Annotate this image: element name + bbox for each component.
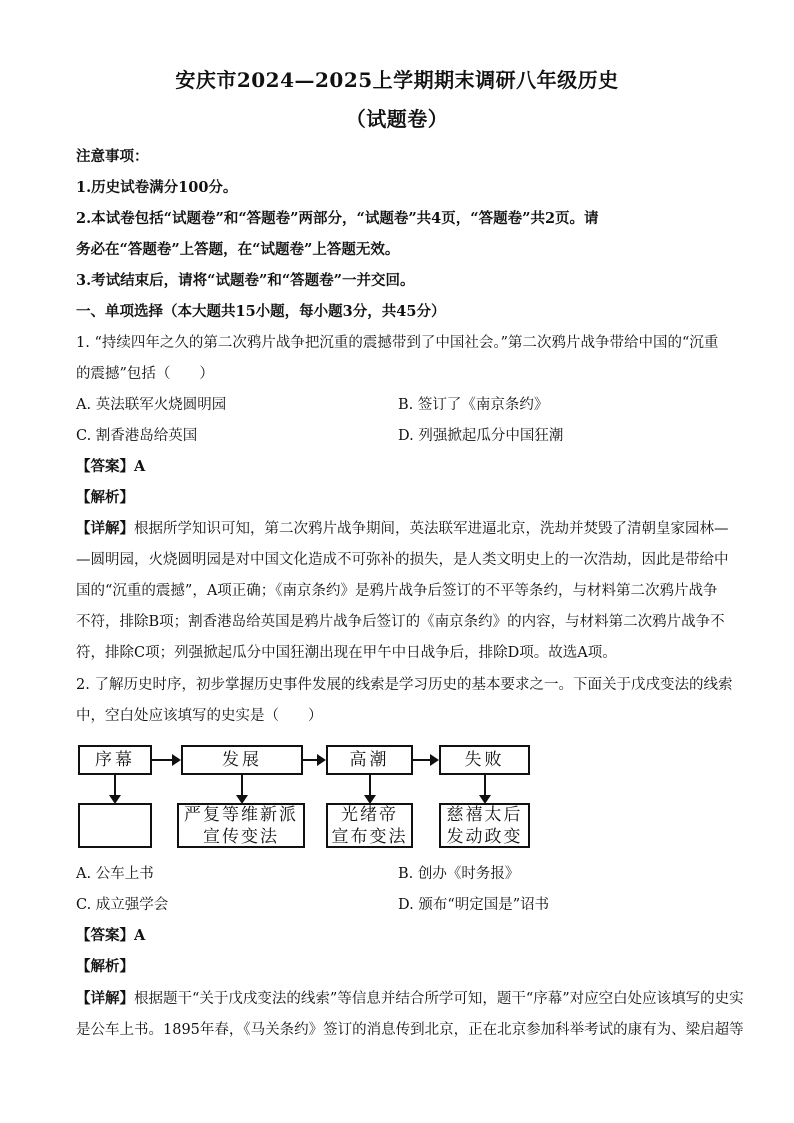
event-box-cixi: 慈禧太后 发动政变	[439, 803, 530, 848]
notice-item-2: 2.本试卷包括“试题卷”和“答题卷”两部分，“试题卷”共4页，“答题卷”共2页。请	[76, 210, 599, 227]
notice-item-1: 1.历史试卷满分100分。	[76, 179, 238, 196]
q1-detail-line3: 国的“沉重的震撼”，A项正确；《南京条约》是鸦片战争后签订的不平等条约，与材料第二次鸦片战争	[76, 583, 718, 599]
event-box-yanfu: 严复等维新派 宣传变法	[177, 803, 305, 848]
q2-detail-line2: 是公车上书。1895年春，《马关条约》签订的消息传到北京，正在北京参加科举考试的康有为、梁启超等	[76, 1022, 744, 1038]
q1-stem-line1: 1. “持续四年之久的第二次鸦片战争把沉重的震撼带到了中国社会。”第二次鸦片战争带给中国的“沉重	[76, 335, 719, 351]
q1-answer: 【答案】A	[76, 458, 146, 475]
stage-box-development: 发展	[181, 745, 303, 775]
q1-detail-line1: 【详解】根据所学知识可知，第二次鸦片战争期间，英法联军进逼北京，洗劫并焚毁了清朝皇家园林—	[76, 520, 729, 537]
q1-detail-line5: 符，排除C项；列强掀起瓜分中国狂潮出现在甲午中日战争后，排除D项。故选A项。	[76, 645, 617, 661]
q2-stem-line2: 中，空白处应该填写的史实是（ ）	[76, 708, 323, 724]
arrow-down-1	[114, 775, 116, 802]
q2-option-b: B. 创办《时务报》	[398, 866, 520, 882]
q1-option-a: A. 英法联军火烧圆明园	[76, 397, 227, 413]
page-subtitle: （试题卷）	[345, 107, 449, 131]
notice-item-2-cont: 务必在“答题卷”上答题，在“试题卷”上答题无效。	[76, 241, 400, 258]
q1-option-d: D. 列强掀起瓜分中国狂潮	[398, 428, 564, 444]
q2-detail-line1: 【详解】根据题干“关于戊戌变法的线索”等信息并结合所学可知，题干“序幕”对应空白处应该填写的史实	[76, 990, 744, 1007]
q2-option-a: A. 公车上书	[76, 866, 154, 882]
arrow-down-3	[369, 775, 371, 802]
stage-box-failure: 失败	[439, 745, 530, 775]
event-box-guangxu: 光绪帝 宣布变法	[326, 803, 413, 848]
q1-option-c: C. 割香港岛给英国	[76, 428, 198, 444]
event-box-blank	[78, 803, 152, 848]
notice-item-3: 3.考试结束后，请将“试题卷”和“答题卷”一并交回。	[76, 272, 415, 289]
arrow-down-4	[484, 775, 486, 802]
q1-detail-line2: —圆明园，火烧圆明园是对中国文化造成不可弥补的损失，是人类文明史上的一次浩劫，因此是带给中	[76, 552, 729, 568]
arrow-right-1	[152, 759, 179, 761]
q1-option-b: B. 签订了《南京条约》	[398, 397, 549, 413]
q2-answer: 【答案】A	[76, 927, 146, 944]
arrow-right-2	[303, 759, 324, 761]
section-heading: 一、单项选择（本大题共15小题，每小题3分，共45分）	[76, 303, 446, 320]
stage-box-prelude: 序幕	[78, 745, 152, 775]
q2-option-d: D. 颁布“明定国是”诏书	[398, 897, 550, 913]
arrow-right-3	[413, 759, 437, 761]
q2-option-c: C. 成立强学会	[76, 897, 169, 913]
q1-stem-line2: 的震撼”包括（ ）	[76, 366, 214, 382]
stage-box-climax: 高潮	[326, 745, 413, 775]
q2-analysis-label: 【解析】	[76, 958, 134, 975]
arrow-down-2	[241, 775, 243, 802]
page-title: 安庆市2024—2025上学期期末调研八年级历史	[175, 68, 619, 92]
q1-detail-line4: 不符，排除B项；割香港岛给英国是鸦片战争后签订的《南京条约》的内容，与材料第二次鸦片战争不	[76, 614, 725, 630]
notice-heading: 注意事项：	[76, 148, 149, 165]
q2-stem-line1: 2. 了解历史时序，初步掌握历史事件发展的线索是学习历史的基本要求之一。下面关于戊戌变法的线索	[76, 677, 733, 693]
q1-analysis-label: 【解析】	[76, 489, 134, 506]
